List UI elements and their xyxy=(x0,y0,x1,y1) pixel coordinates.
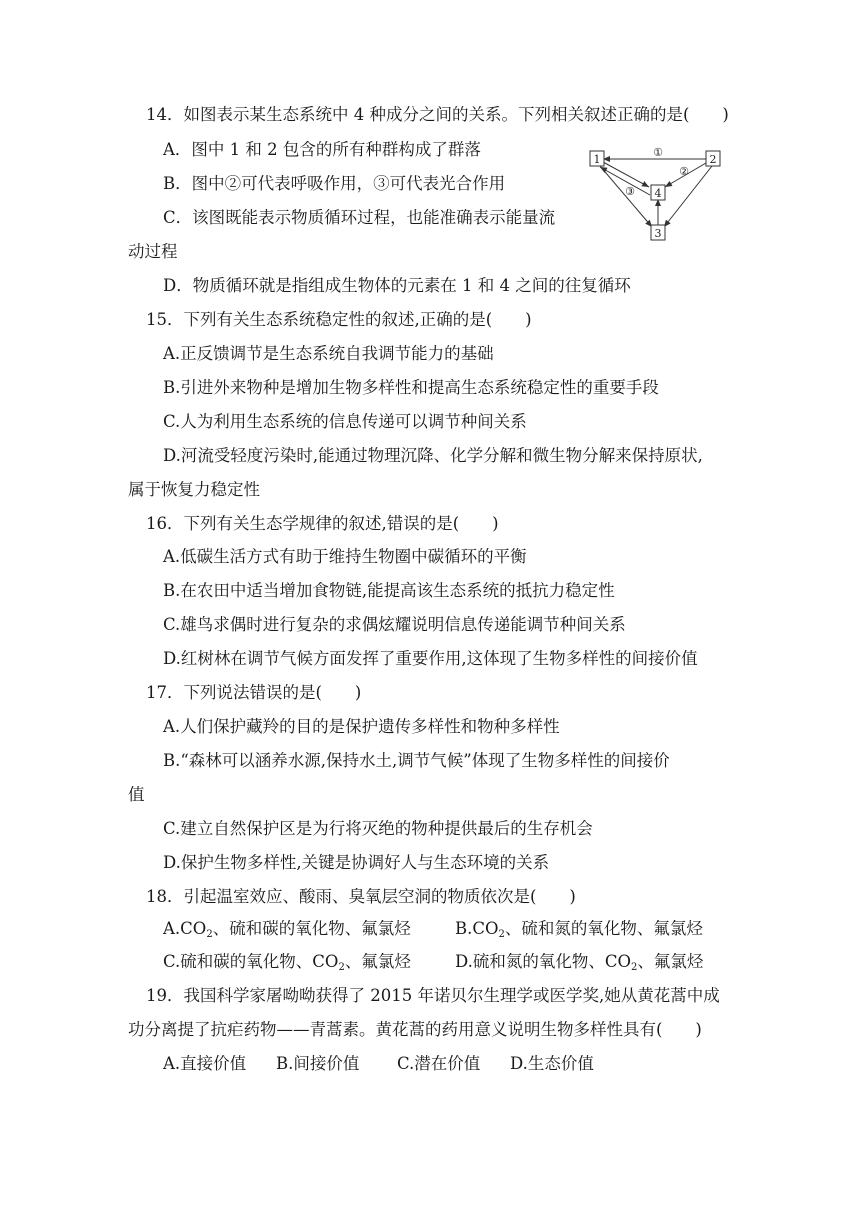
q19-option-c: C.潜在价值 xyxy=(397,1054,481,1073)
q19-option-d: D.生态价值 xyxy=(510,1054,594,1073)
node-4-label: 4 xyxy=(654,187,662,200)
q17-option-d: D.保护生物多样性,关键是协调好人与生态环境的关系 xyxy=(163,853,550,872)
q16-option-c: C.雄鸟求偶时进行复杂的求偶炫耀说明信息传递能调节种间关系 xyxy=(163,615,626,634)
edge-label-2: ② xyxy=(679,165,689,178)
node-1-label: 1 xyxy=(593,153,601,166)
q19-option-a: A.直接价值 xyxy=(163,1054,247,1073)
q19-stem: 19．我国科学家屠呦呦获得了 2015 年诺贝尔生理学或医学奖,她从黄花蒿中成 xyxy=(146,986,720,1005)
node-3-label: 3 xyxy=(654,227,662,240)
q14-option-b: B．图中②可代表呼吸作用，③可代表光合作用 xyxy=(163,174,506,193)
q18-stem: 18．引起温室效应、酸雨、臭氧层空洞的物质依次是( ) xyxy=(146,887,576,906)
q17-option-b-cont: 值 xyxy=(128,785,145,804)
edge-1-to-4 xyxy=(603,162,649,187)
q17-option-b: B.“森林可以涵养水源,保持水土,调节气候”体现了生物多样性的间接价 xyxy=(163,751,670,770)
q18-option-b: B.CO2、硫和氮的氧化物、氟氯烃 xyxy=(455,919,703,940)
q16-option-d: D.红树林在调节气候方面发挥了重要作用,这体现了生物多样性的间接价值 xyxy=(163,649,698,668)
q14-option-a: A．图中 1 和 2 包含的所有种群构成了群落 xyxy=(163,140,481,159)
q17-option-c: C.建立自然保护区是为行将灭绝的物种提供最后的生存机会 xyxy=(163,819,593,838)
q18-option-d: D.硫和氮的氧化物、CO2、氟氯烃 xyxy=(455,952,704,973)
q16-option-a: A.低碳生活方式有助于维持生物圈中碳循环的平衡 xyxy=(163,547,527,566)
q18-option-c: C.硫和碳的氧化物、CO2、氟氯烃 xyxy=(163,952,411,973)
q14-option-c-cont: 动过程 xyxy=(128,242,178,261)
q18-option-a: A.CO2、硫和碳的氧化物、氟氯烃 xyxy=(163,919,411,940)
q15-stem: 15．下列有关生态系统稳定性的叙述,正确的是( ) xyxy=(146,310,532,329)
q16-option-b: B.在农田中适当增加食物链,能提高该生态系统的抵抗力稳定性 xyxy=(163,581,615,600)
edge-label-3: ③ xyxy=(625,185,635,198)
q16-stem: 16．下列有关生态学规律的叙述,错误的是( ) xyxy=(146,514,499,533)
q15-option-d: D.河流受轻度污染时,能通过物理沉降、化学分解和微生物分解来保持原状, xyxy=(163,446,703,465)
q15-option-b: B.引进外来物种是增加生物多样性和提高生态系统稳定性的重要手段 xyxy=(163,378,659,397)
q15-option-c: C.人为利用生态系统的信息传递可以调节种间关系 xyxy=(163,412,527,431)
q14-option-d: D．物质循环就是指组成生物体的元素在 1 和 4 之间的往复循环 xyxy=(163,276,631,295)
q15-option-d-cont: 属于恢复力稳定性 xyxy=(128,480,260,499)
q19-stem-cont: 功分离提了抗疟药物——青蒿素。黄花蒿的药用意义说明生物多样性具有( ) xyxy=(128,1020,702,1039)
q17-option-a: A.人们保护藏羚的目的是保护遗传多样性和物种多样性 xyxy=(163,717,560,736)
ecosystem-cycle-diagram xyxy=(586,145,726,243)
node-2-label: 2 xyxy=(709,153,717,166)
edge-label-1: ① xyxy=(653,146,663,159)
q19-option-b: B.间接价值 xyxy=(276,1054,360,1073)
q15-option-a: A.正反馈调节是生态系统自我调节能力的基础 xyxy=(163,344,494,363)
q17-stem: 17．下列说法错误的是( ) xyxy=(146,683,362,702)
q14-option-c: C．该图既能表示物质循环过程，也能准确表示能量流 xyxy=(163,208,556,227)
q14-stem: 14．如图表示某生态系统中 4 种成分之间的关系。下列相关叙述正确的是( ) xyxy=(146,105,729,124)
